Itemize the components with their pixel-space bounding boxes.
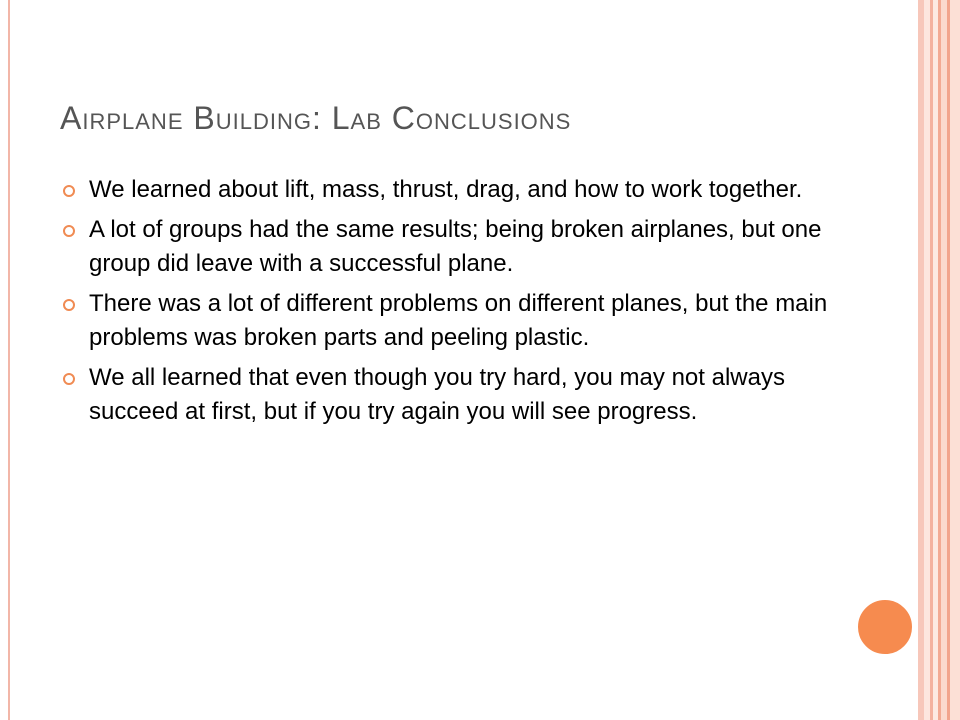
bullet-text: We all learned that even though you try hard, you may not always succeed at first, but if you try again you will see progress. — [89, 364, 785, 425]
ring-bullet-icon — [63, 225, 75, 237]
bullet-item — [60, 361, 850, 429]
bullet-list — [60, 173, 850, 435]
bullet-text: There was a lot of different problems on different planes, but the main problems was broken parts and peeling plastic. — [89, 290, 828, 351]
bullet-text: A lot of groups had the same results; being broken airplanes, but one group did leave with a successful plane. — [89, 216, 822, 277]
bullet-item — [60, 287, 850, 355]
left-border-stripe — [8, 0, 10, 720]
bullet-item — [60, 173, 850, 207]
bullet-item — [60, 213, 850, 281]
ring-bullet-icon — [63, 185, 75, 197]
slide-title: Airplane Building: Lab Conclusions — [60, 100, 572, 136]
ring-bullet-icon — [63, 299, 75, 311]
ring-bullet-icon — [63, 373, 75, 385]
bullet-text: We learned about lift, mass, thrust, drag, and how to work together. — [89, 176, 803, 203]
decorative-orange-circle — [856, 598, 914, 656]
right-decor-stripe — [950, 0, 960, 720]
